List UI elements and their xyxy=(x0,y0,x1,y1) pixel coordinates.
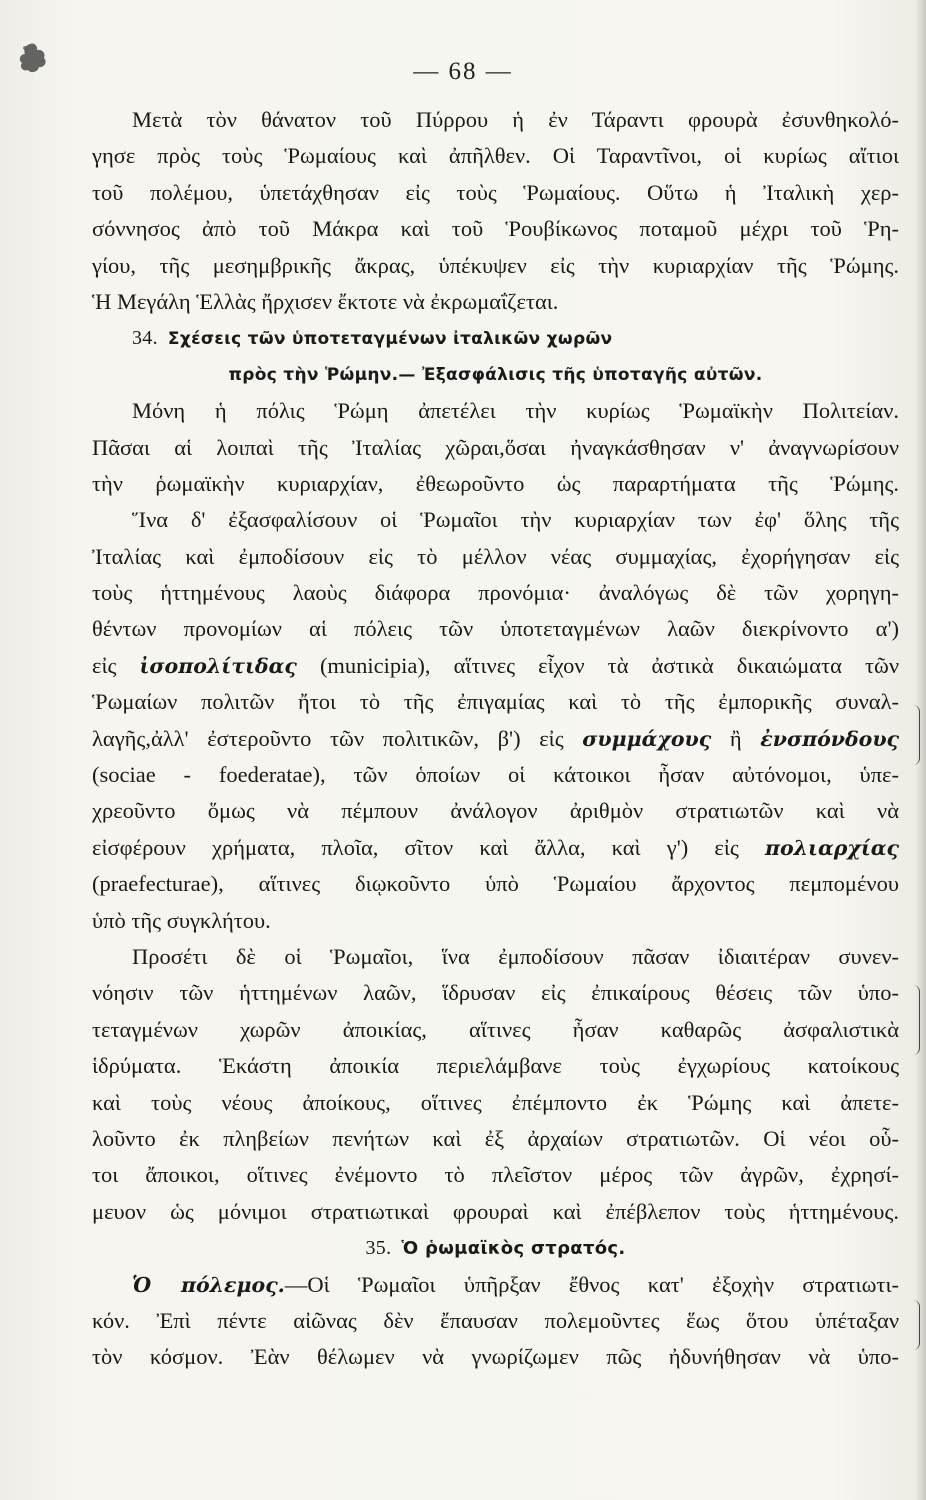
section-35-heading xyxy=(92,1230,899,1266)
text-line: Ῥωμαίων πολιτῶν ἤτοι τὸ τῆς ἐπιγαμίας καὶ τὸ τῆς ἐμπορικῆς συναλ- xyxy=(92,689,899,715)
margin-bracket-mark xyxy=(913,705,920,765)
text-line: τοὺς ἡττημένους λαοὺς διάφορα προνόμια· ἀναλόγως δὲ τῶν χορηγη- xyxy=(92,580,899,606)
text-fragment: —Οἱ Ῥωμαῖοι ὑπῆρξαν ἔθνος κατ' ἐξοχὴν στρατιωτι- xyxy=(284,1271,900,1297)
text-line xyxy=(92,1267,899,1303)
term-o-polemos: Ὁ πόλεμος. xyxy=(132,1272,285,1297)
text-line: τοι ἄποικοι, οἵτινες ἐνέμοντο τὸ πλεῖστον μέρος τῶν ἀγρῶν, ἐχρησί- xyxy=(92,1162,899,1188)
text-line: νόησιν τῶν ἡττημένων λαῶν, ἵδρυσαν εἰς ἐπικαίρους θέσεις τῶν ὑπο- xyxy=(92,980,899,1006)
text-line: Ἡ Μεγάλη Ἑλλὰς ἤρχισεν ἔκτοτε νὰ ἐκρωμαΐζεται. xyxy=(92,288,559,314)
section-35-title: Ὁ ῥωμαϊκὸς στρατός. xyxy=(401,1238,626,1260)
section-34-title-line2: πρὸς τὴν Ῥώμην.— Ἐξασφάλισις τῆς ὑποταγῆς αὐτῶν. xyxy=(228,364,763,385)
text-line: τὸν κόσμον. Ἐὰν θέλωμεν νὰ γνωρίζωμεν πῶς ἠδυνήθησαν νὰ ὑπο- xyxy=(92,1344,899,1370)
text-line: Προσέτι δὲ οἱ Ῥωμαῖοι, ἵνα ἐμποδίσουν πᾶσαν ἰδιαιτέραν συνεν- xyxy=(132,943,899,969)
text-line: χρεοῦντο ὅμως νὰ πέμπουν ἀνάλογον ἀριθμὸν στρατιωτῶν καὶ νὰ xyxy=(92,798,899,824)
text-line xyxy=(92,648,899,684)
text-line: κόν. Ἐπὶ πέντε αἰῶνας δὲν ἔπαυσαν πολεμοῦντες ἕως ὅτου ὑπέταξαν xyxy=(92,1307,899,1333)
text-line: μευον ὡς μόνιμοι στρατιωτικαὶ φρουραὶ καὶ ἐπέβλεπον τοὺς ἡττημένους. xyxy=(92,1198,899,1224)
text-line: καὶ τοὺς νέους ἀποίκους, οἵτινες ἐπέμποντο ἐκ Ῥώμης καὶ ἀπετε- xyxy=(92,1089,899,1115)
section-35-number: 35. xyxy=(365,1237,392,1260)
text-line: Ἰταλίας καὶ ἐμποδίσουν εἰς τὸ μέλλον νέας συμμαχίας, ἐχορήγησαν εἰς xyxy=(92,543,899,569)
text-line: τὴν ῥωμαϊκὴν κυριαρχίαν, ἐθεωροῦντο ὡς παραρτήματα τῆς Ῥώμης. xyxy=(92,470,899,496)
text-line: τοῦ πολέμου, ὑπετάχθησαν εἰς τοὺς Ῥωμαίους. Οὕτω ἡ Ἰταλικὴ χερ- xyxy=(92,179,899,205)
text-line: (praefecturae), αἵτινες διῳκοῦντο ὑπὸ Ῥωμαίου ἄρχοντος πεμπομένου xyxy=(92,871,899,897)
text-line: Μετὰ τὸν θάνατον τοῦ Πύρρου ἡ ἐν Τάραντι φρουρὰ ἐσυνθηκολό- xyxy=(132,107,899,132)
text-line: ὑπὸ τῆς συγκλήτου. xyxy=(92,907,271,933)
margin-bracket-mark xyxy=(913,985,920,1055)
page-number: — 68 — xyxy=(413,58,513,85)
text-line: Ἵνα δ' ἐξασφαλίσουν οἱ Ῥωμαῖοι τὴν κυριαρχίαν των ἐφ' ὅλης τῆς xyxy=(132,507,899,533)
margin-bracket-mark xyxy=(913,1300,920,1350)
section-34-number: 34. xyxy=(132,327,158,350)
term-isopolitides: ἰσοπολίτιδας xyxy=(139,653,297,678)
text-line: γησε πρὸς τοὺς Ῥωμαίους καὶ ἀπῆλθεν. Οἱ Ταραντῖνοι, οἱ κυρίως αἴτιοι xyxy=(92,143,899,169)
term-symmachous: συμμάχους xyxy=(582,726,712,751)
text-line: γίου, τῆς μεσημβρικῆς ἄκρας, ὑπέκυψεν εἰς τὴν κυριαρχίαν τῆς Ῥώμης. xyxy=(92,252,899,278)
text-line: σόννησος ἀπὸ τοῦ Μάκρα καὶ τοῦ Ῥουβίκωνος ποταμοῦ μέχρι τοῦ Ῥη- xyxy=(92,216,899,242)
page-body xyxy=(92,102,899,1376)
term-poliarchias: πολιαρχίας xyxy=(764,835,900,860)
text-line: θέντων προνομίων αἱ πόλεις τῶν ὑποτεταγμένων λαῶν διεκρίνοντο α') xyxy=(92,616,899,642)
text-fragment: λαγῆς,ἀλλ' ἐστεροῦντο τῶν πολιτικῶν, β') εἰς xyxy=(92,725,564,751)
text-line: τεταγμένων χωρῶν ἀποικίας, αἵτινες ἦσαν καθαρῶς ἀσφαλιστικὰ xyxy=(92,1016,899,1042)
text-line: λοῦντο ἐκ πληβείων πενήτων καὶ ἐξ ἀρχαίων στρατιωτῶν. Οἱ νέοι οὗ- xyxy=(92,1125,899,1151)
text-line: Πᾶσαι αἱ λοιπαὶ τῆς Ἰταλίας χῶραι,ὅσαι ἠναγκάσθησαν ν' ἀναγνωρίσουν xyxy=(92,434,899,460)
text-fragment: εἰσφέρουν χρήματα, πλοῖα, σῖτον καὶ ἄλλα, καὶ γ') εἰς xyxy=(92,834,739,860)
section-34-title-line1: Σχέσεις τῶν ὑποτεταγμένων ἰταλικῶν χωρῶν xyxy=(167,329,613,350)
text-fragment: εἰς xyxy=(92,652,117,678)
term-enspondous: ἐνσπόνδους xyxy=(760,726,900,751)
text-line: (sociae - foederatae), τῶν ὁποίων οἱ κάτοικοι ἦσαν αὐτόνομοι, ὑπε- xyxy=(92,762,899,788)
text-fragment: (municipia), αἵτινες εἶχον τὰ ἀστικὰ δικαιώματα τῶν xyxy=(319,652,900,678)
text-line xyxy=(92,830,899,866)
text-fragment: ἢ xyxy=(729,725,742,751)
text-line: ἱδρύματα. Ἑκάστη ἀποικία περιελάμβανε τοὺς ἐγχωρίους κατοίκους xyxy=(92,1053,899,1079)
text-line: Μόνη ἡ πόλις Ῥώμη ἀπετέλει τὴν κυρίως Ῥωμαϊκὴν Πολιτείαν. xyxy=(132,398,899,424)
section-34-heading xyxy=(92,320,899,356)
text-line xyxy=(92,721,899,757)
